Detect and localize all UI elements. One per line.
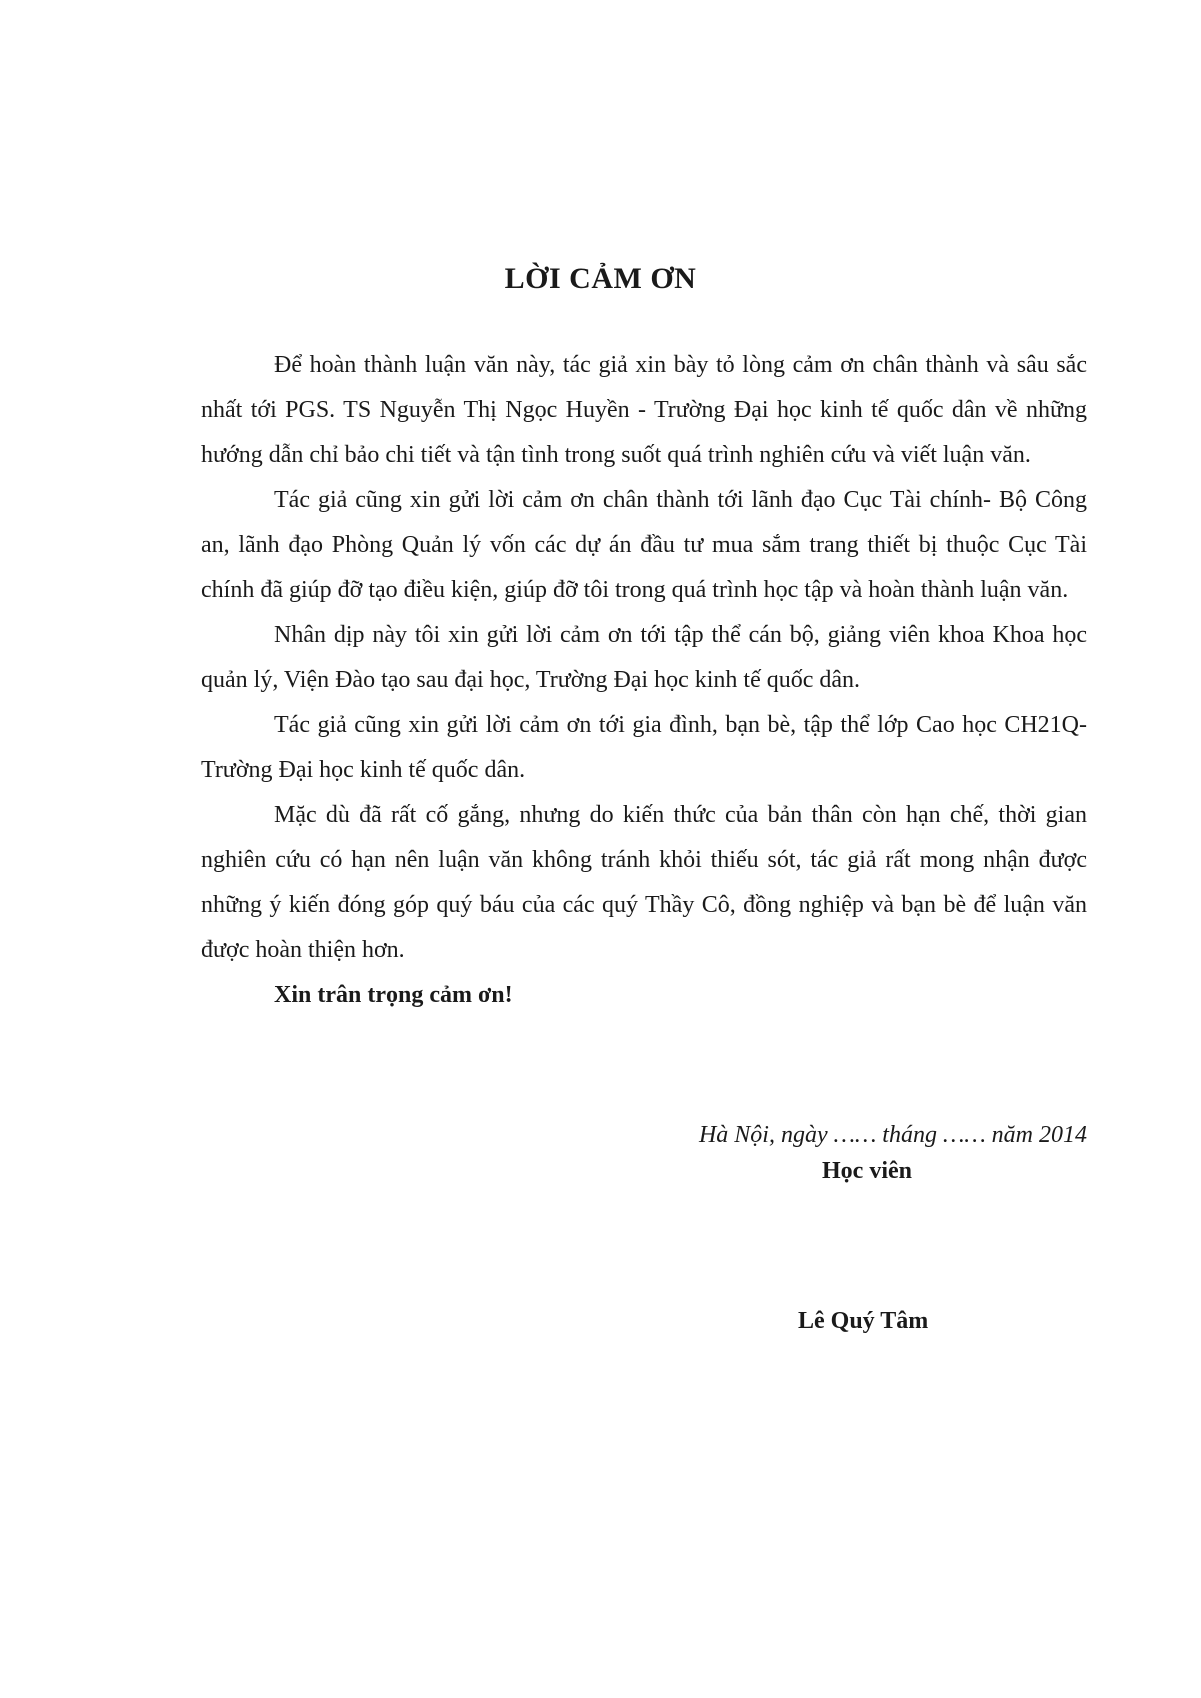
date-line: Hà Nội, ngày …… tháng …… năm 2014 [698,1122,1087,1148]
paragraph-2: Tác giả cũng xin gửi lời cảm ơn chân thành tới lãnh đạo Cục Tài chính- Bộ Công an, lãnh đạo Phòng Quản lý vốn các dự án đầu tư mua sắm trang thiết bị thuộc Cục Tài chính đã giúp đỡ tạo điều kiện, giúp đỡ tôi trong quá trình học tập và hoàn thành luận văn. [201,487,1087,603]
document-body [201,343,1087,1018]
paragraph-1: Để hoàn thành luận văn này, tác giả xin bày tỏ lòng cảm ơn chân thành và sâu sắc nhất tới PGS. TS Nguyễn Thị Ngọc Huyền - Trường Đại học kinh tế quốc dân về những hướng dẫn chỉ bảo chi tiết và tận tình trong suốt quá trình nghiên cứu và viết luận văn. [201,352,1087,468]
signer-role: Học viên [822,1158,912,1184]
closing-line: Xin trân trọng cảm ơn! [274,982,513,1008]
paragraph-3: Nhân dịp này tôi xin gửi lời cảm ơn tới tập thể cán bộ, giảng viên khoa Khoa học quản lý, Viện Đào tạo sau đại học, Trường Đại học kinh tế quốc dân. [201,622,1087,693]
paragraph-5: Mặc dù đã rất cố gắng, nhưng do kiến thức của bản thân còn hạn chế, thời gian nghiên cứu có hạn nên luận văn không tránh khỏi thiếu sót, tác giả rất mong nhận được những ý kiến đóng góp quý báu của các quý Thầy Cô, đồng nghiệp và bạn bè để luận văn được hoàn thiện hơn. [201,802,1087,963]
page-title: LỜI CẢM ƠN [504,262,697,295]
paragraph-4: Tác giả cũng xin gửi lời cảm ơn tới gia đình, bạn bè, tập thể lớp Cao học CH21Q-Trường Đại học kinh tế quốc dân. [201,712,1087,783]
signer-name: Lê Quý Tâm [798,1308,929,1334]
